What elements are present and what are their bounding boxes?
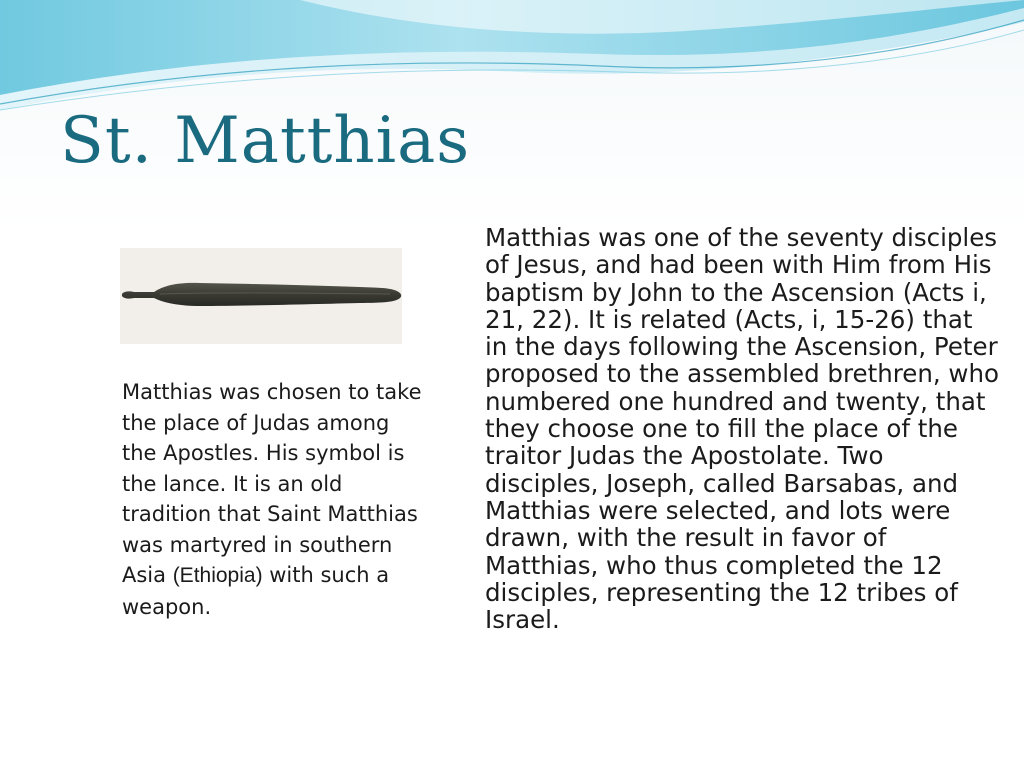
slide-title: St. Matthias <box>60 104 471 178</box>
lance-icon <box>120 248 402 344</box>
lance-image <box>120 248 402 344</box>
left-text-part: Matthias was chosen to take the place of Judas among the Apostles. His symbol is the lance. It is an old tradition that Saint Matthias was martyred in southern Asia <box>122 380 422 587</box>
left-text-emphasis: (Ethiopia) <box>172 564 263 587</box>
right-text-block: Matthias was one of the seventy disciples of Jesus, and had been with Him from His baptism by John to the Ascension (Acts i, 21, 22). It is related (Acts, i, 15-26) that in the days following the Ascension, Peter proposed to the assembled brethren, who numbered one hundred and twenty, that they choose one to fill the place of the traitor Judas the Apostolate. Two disciples, Joseph, called Barsabas, and Matthias were selected, and lots were drawn, with the result in favor of Matthias, who thus completed the 12 disciples, representing the 12 tribes of Israel. <box>485 223 999 635</box>
left-text-block <box>122 377 422 622</box>
header-wave-decoration <box>0 0 1024 120</box>
left-text-part: with such a weapon. <box>122 563 390 619</box>
